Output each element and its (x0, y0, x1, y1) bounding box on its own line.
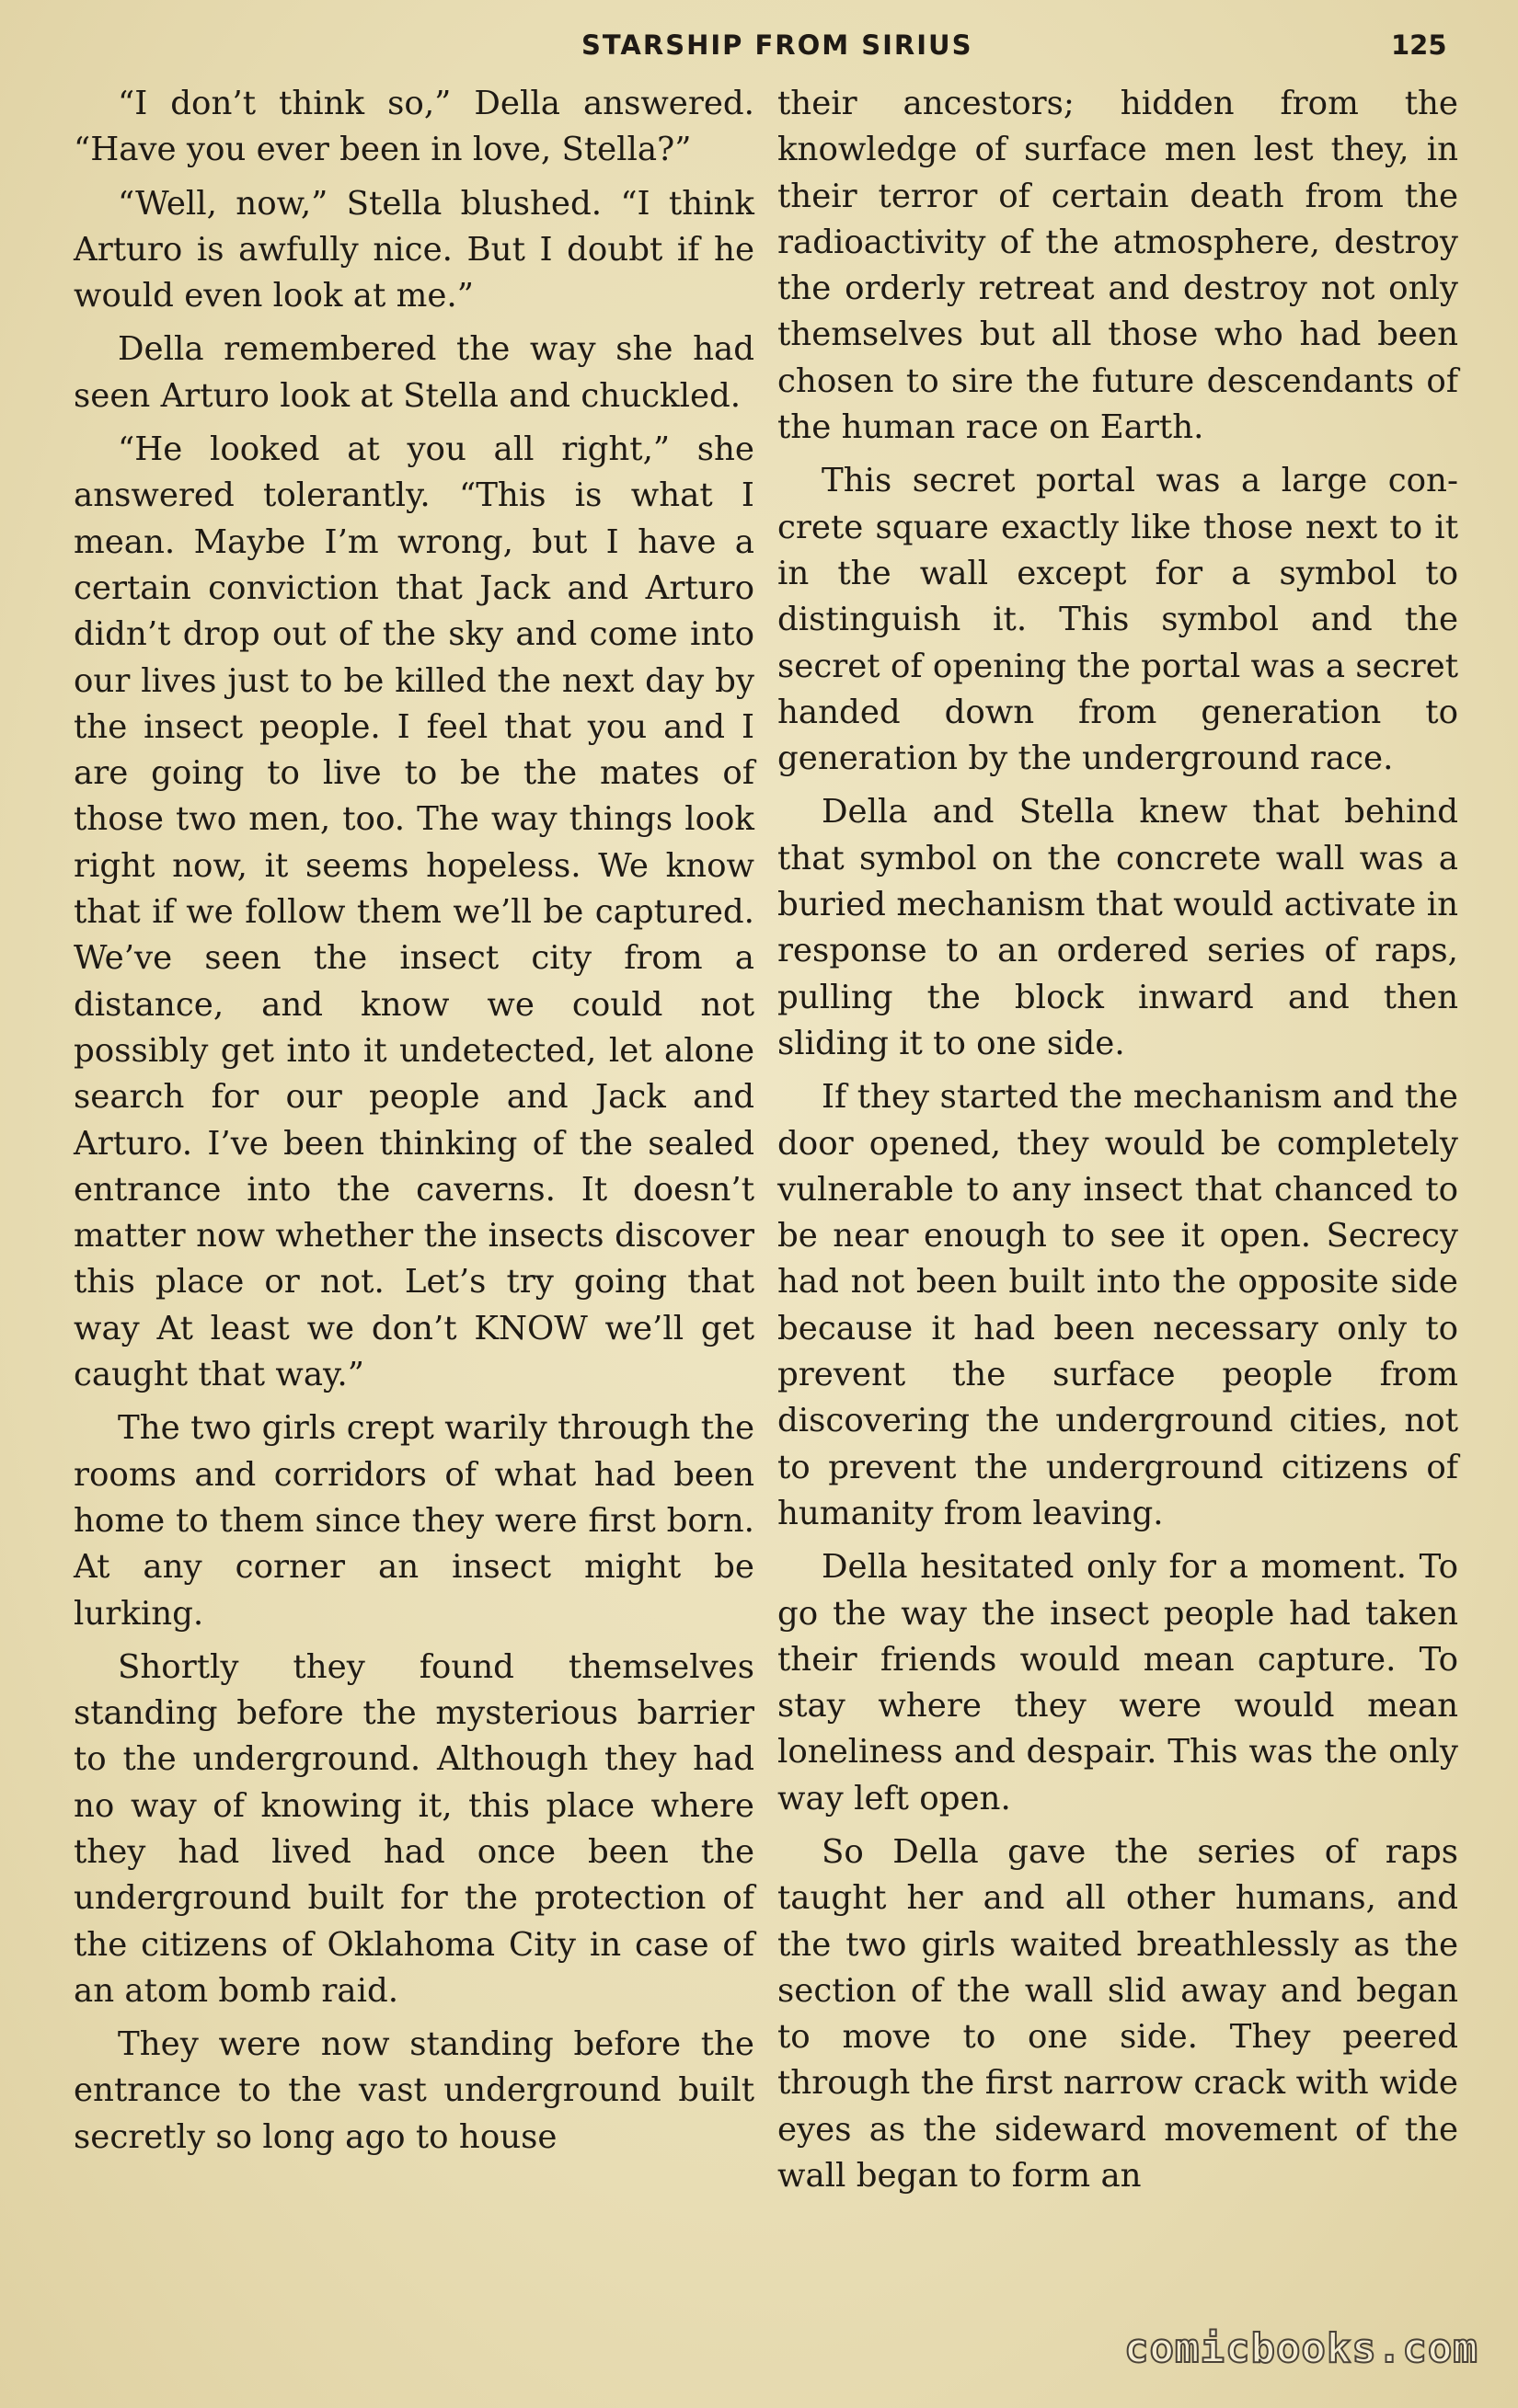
paragraph: So Della gave the series of raps taught her and all other humans, and the two girls waited breathlessly as the section of the wall slid away and began to move to one side. They peered through the first narrow crack with wide eyes as the sideward movement of the wall began to form an (777, 1832, 1458, 2196)
paragraph: If they started the mechanism and the door opened, they would be completely vulnerable to any insect that chanced to be near enough to see it open. Secrecy had not been built into the opposite side because it had been necessary only to prevent the surface people from discovering the underground cities, not to prevent the underground citizens of humanity from leaving. (777, 1078, 1458, 1532)
left-column (74, 81, 754, 2168)
watermark: comicbooks.com (1124, 2325, 1478, 2372)
paragraph: Della remembered the way she had seen Arturo look at Stella and chuckled. (74, 330, 754, 415)
paragraph: The two girls crept warily through the rooms and corridors of what had been home to them since they were first born. At any corner an insect might be lurking. (74, 1409, 754, 1633)
paragraph: Della hesitated only for a moment. To go the way the insect people had taken their friends would mean capture. To stay where they were would mean loneliness and despair. This was the only way left open. (777, 1548, 1458, 1817)
paragraph: “He looked at you all right,” she answered tolerantly. “This is what I mean. Maybe I’m wrong, but I have a certain conviction that Jack and Arturo didn’t drop out of the sky and come into our lives just to be killed the next day by the insect people. I feel that you and I are going to live to be the mates of those two men, too. The way things look right now, it seems hopeless. We know that if we follow them we’ll be captured. We’ve seen the insect city from a distance, and know we could not possibly get into it undetected, let alone search for our people and Jack and Arturo. I’ve been thinking of the sealed entrance into the caverns. It doesn’t matter now whether the insects discover this place or not. Let’s try going that way At least we don’t KNOW we’ll get caught that way.” (74, 430, 754, 1394)
page-number: 125 (1391, 29, 1447, 61)
paragraph: “Well, now,” Stella blushed. “I think Arturo is awfully nice. But I doubt if he would even look at me.” (74, 184, 754, 315)
paragraph: They were now standing before the entrance to the vast underground built secretly so long ago to house (74, 2025, 754, 2156)
paragraph: Della and Stella knew that behind that symbol on the concrete wall was a buried mechanism that would activate in response to an ordered series of raps, pulling the block inward and then sliding it to one side. (777, 793, 1458, 1062)
paragraph-continuation: their ancestors; hidden from the knowledge of surface men lest they, in their terror of certain death from the radioactivity of the atmosphere, destroy the orderly retreat and destroy not only themselves but all those who had been chosen to sire the future descendants of the human race on Earth. (777, 85, 1458, 447)
running-title: STARSHIP FROM SIRIUS (581, 29, 973, 61)
paragraph: This secret portal was a large concrete square exactly like those next to it in the wall except for a symbol to distinguish it. This symbol and the secret of opening the portal was a secret handed down from generation to generation by the underground race. (777, 462, 1458, 778)
right-column (777, 81, 1458, 2207)
page-header (0, 26, 1518, 70)
paragraph: Shortly they found themselves standing before the mysterious barrier to the underground. Although they had no way of knowing it, this place where they had lived had once been the underground built for the protection of the citizens of Oklahoma City in case of an atom bomb raid. (74, 1647, 754, 2010)
paragraph: “I don’t think so,” Della answered. “Have you ever been in love, Stella?” (74, 85, 754, 169)
